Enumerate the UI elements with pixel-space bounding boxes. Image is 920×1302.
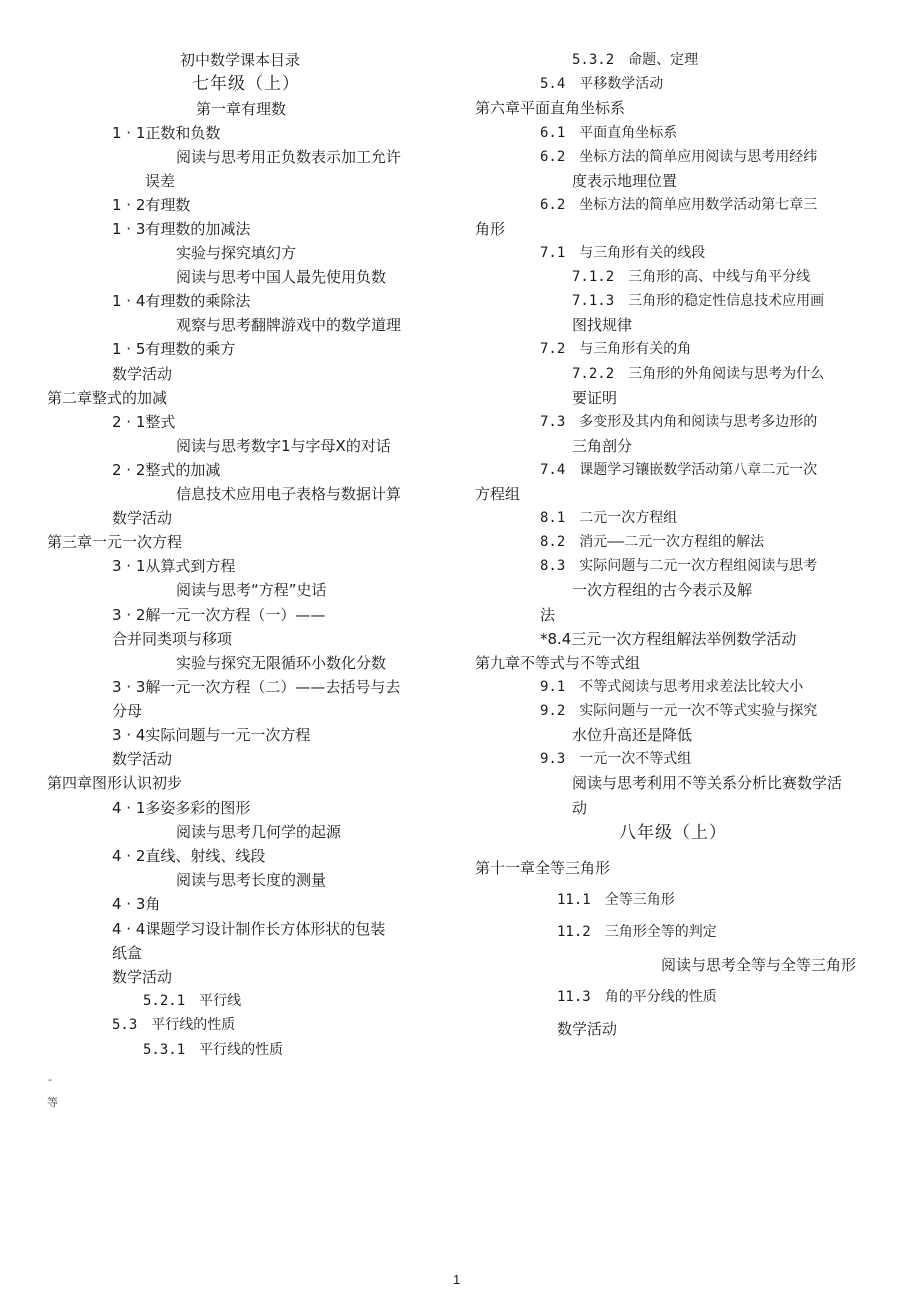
- section-entry-continued: 合并同类项与移项: [112, 630, 233, 648]
- subsection-entry: 信息技术应用电子表格与数据计算: [176, 485, 402, 503]
- section-entry: 3 · 3解一元一次方程（二）——去括号与去: [112, 678, 401, 696]
- section-entry: 4 · 2直线、射线、线段: [112, 847, 266, 865]
- section-entry: 8.2 消元——二元一次方程组的解法: [540, 534, 765, 550]
- chapter-heading-continued: 方程组: [475, 485, 521, 503]
- subsection-entry: 5.3.1 平行线的性质: [143, 1042, 284, 1058]
- subsection-entry-continued: 要证明: [572, 389, 618, 407]
- section-entry: 7.1 与三角形有关的线段: [540, 245, 706, 261]
- section-entry: 1 · 5有理数的乘方: [112, 340, 236, 358]
- grade-heading: 八年级（上）: [619, 823, 727, 843]
- section-entry: 11.2 三角形全等的判定: [557, 924, 717, 940]
- subsection-entry: 阅读与思考用正负数表示加工允许: [176, 148, 402, 166]
- section-entry: 2 · 1整式: [112, 413, 176, 431]
- subsection-entry: 5.2.1 平行线: [143, 993, 242, 1009]
- margin-mark: 等: [47, 1096, 58, 1109]
- subsection-entry: 阅读与思考长度的测量: [176, 871, 327, 889]
- section-entry: 4 · 1多姿多彩的图形: [112, 799, 251, 817]
- section-entry: 1 · 2有理数: [112, 196, 191, 214]
- section-entry-continued: 分母: [112, 702, 143, 720]
- chapter-heading: 第四章图形认识初步: [47, 774, 183, 792]
- section-entry-continued: 一次方程组的古今表示及解: [572, 581, 753, 599]
- section-entry-continued: 度表示地理位置: [572, 172, 678, 190]
- activity-entry: 数学活动: [112, 365, 173, 383]
- section-entry: 1 · 3有理数的加减法: [112, 220, 251, 238]
- subsection-entry-continued: 误差: [145, 172, 176, 190]
- subsection-entry-continued: 图找规律: [572, 316, 633, 334]
- subsection-entry: 阅读与思考中国人最先使用负数: [176, 268, 387, 286]
- subsection-entry: 阅读与思考“方程”史话: [176, 581, 327, 599]
- section-entry: 11.1 全等三角形: [557, 892, 675, 908]
- section-entry: 8.1 二元一次方程组: [540, 510, 678, 526]
- section-entry: 6.1 平面直角坐标系: [540, 125, 678, 141]
- subsection-entry: 阅读与思考几何学的起源: [176, 823, 342, 841]
- subsection-entry: 7.2.2 三角形的外角阅读与思考为什么: [572, 366, 825, 382]
- subsection-entry: 5.3.2 命题、定理: [572, 52, 699, 68]
- section-entry: 9.3 一元一次不等式组: [540, 751, 692, 767]
- subsection-entry: 实验与探究填幻方: [176, 244, 297, 262]
- section-entry: 11.3 角的平分线的性质: [557, 989, 717, 1005]
- page-number: 1: [453, 1272, 461, 1287]
- subsection-entry: 7.1.3 三角形的稳定性信息技术应用画: [572, 293, 825, 309]
- section-entry: 7.2 与三角形有关的角: [540, 341, 692, 357]
- subsection-entry: 阅读与思考全等与全等三角形: [661, 956, 857, 974]
- grade-heading: 七年级（上）: [192, 74, 300, 94]
- chapter-heading: 第九章不等式与不等式组: [475, 654, 641, 672]
- section-entry: 6.2 坐标方法的简单应用数学活动第七章三: [540, 197, 818, 213]
- section-entry: 1 · 4有理数的乘除法: [112, 292, 251, 310]
- chapter-heading: 第二章整式的加减: [47, 389, 168, 407]
- section-entry: 2 · 2整式的加减: [112, 461, 221, 479]
- subsection-entry: 实验与探究无限循环小数化分数: [176, 654, 387, 672]
- section-entry: 9.1 不等式阅读与思考用求差法比较大小: [540, 679, 804, 695]
- section-entry: 4 · 4课题学习设计制作长方体形状的包装: [112, 920, 386, 938]
- section-entry-continued: 三角剖分: [572, 437, 633, 455]
- activity-entry: 数学活动: [112, 968, 173, 986]
- section-entry: 3 · 1从算式到方程: [112, 557, 236, 575]
- section-entry: 3 · 4实际问题与一元一次方程: [112, 726, 311, 744]
- section-entry: 7.3 多变形及其内角和阅读与思考多边形的: [540, 414, 818, 430]
- chapter-heading: 第一章有理数: [196, 100, 287, 118]
- section-entry: 5.4 平移数学活动: [540, 76, 664, 92]
- section-entry: 5.3 平行线的性质: [112, 1017, 236, 1033]
- chapter-heading: 第十一章全等三角形: [475, 859, 611, 877]
- section-entry: 8.3 实际问题与二元一次方程组阅读与思考: [540, 558, 818, 574]
- subsection-entry-continued: 动: [572, 799, 588, 817]
- document-title: 初中数学课本目录: [180, 51, 301, 69]
- section-entry: *8.4三元一次方程组解法举例数学活动: [540, 630, 797, 648]
- chapter-heading-continued: 角形: [475, 220, 506, 238]
- section-entry: 4 · 3角: [112, 895, 161, 913]
- margin-mark: -: [48, 1073, 52, 1086]
- subsection-entry: 阅读与思考利用不等关系分析比赛数学活: [572, 774, 843, 792]
- section-entry: 3 · 2解一元一次方程（一）——: [112, 606, 326, 624]
- activity-entry: 数学活动: [557, 1020, 618, 1038]
- section-entry: 7.4 课题学习镶嵌数学活动第八章二元一次: [540, 462, 818, 478]
- section-entry: 9.2 实际问题与一元一次不等式实验与探究: [540, 703, 818, 719]
- activity-entry: 数学活动: [112, 750, 173, 768]
- section-entry: 6.2 坐标方法的简单应用阅读与思考用经纬: [540, 149, 818, 165]
- subsection-entry: 7.1.2 三角形的高、中线与角平分线: [572, 269, 811, 285]
- section-entry: 1 · 1正数和负数: [112, 124, 221, 142]
- chapter-heading: 第六章平面直角坐标系: [475, 99, 626, 117]
- section-entry-continued: 纸盒: [112, 944, 143, 962]
- section-entry-continued: 法: [540, 606, 556, 624]
- section-entry-continued: 水位升高还是降低: [572, 726, 693, 744]
- subsection-entry: 观察与思考翻牌游戏中的数学道理: [176, 316, 402, 334]
- chapter-heading: 第三章一元一次方程: [47, 533, 183, 551]
- subsection-entry: 阅读与思考数字1与字母X的对话: [176, 437, 391, 455]
- activity-entry: 数学活动: [112, 509, 173, 527]
